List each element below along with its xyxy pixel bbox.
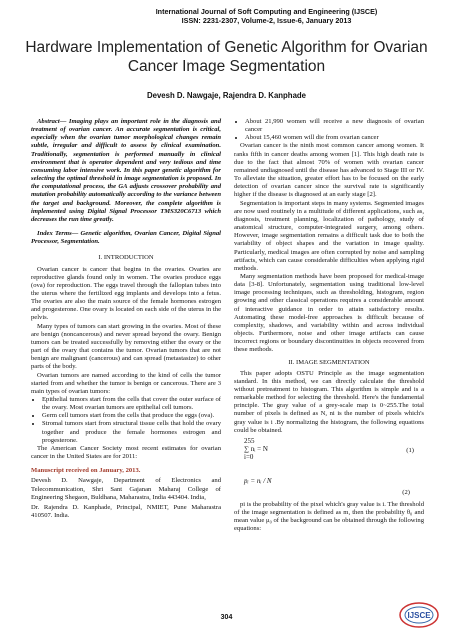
logo-text: IJSCE <box>407 611 431 620</box>
equation-2 <box>234 477 424 499</box>
authors: Devesh D. Nawgaje, Rajendra D. Kanphade <box>146 91 307 100</box>
intro-paragraph: Ovarian cancer is cancer that begins in the ovaries. Ovaries are reproductive glands found only in women. The ovaries produce eggs (ova) for reproduction. The eggs travel through the fallopian tubes into the uterus where the fertilized egg implants and develops into a fetus. The ovaries are also the main source of the female hormones estrogen and progesterone. One ovary is located on each side of the uterus in the pelvis. <box>31 265 221 322</box>
body-paragraph: This paper adopts OSTU Principle as the image segmentation standard. In this method, we can directly calculate the threshold without pretreatment to histogram. This algorithm is simple and is a remarkable method for selecting the threshold. Here's the fundamental principle. The gray value of a grey-scale map is 0~255.The total number of pixels is defined as N, ni is the number of pixels which's gray value is i .By normalizing the histogram, the following equations could be obtained. <box>234 369 424 434</box>
statistics-list <box>234 118 424 142</box>
body-paragraph: pi is the probability of the pixel which's gray value is i. The threshold of the image segmentation is defined as m, then the probability θ₀ and mean value μ₀ of the background can be obtained through the following equations: <box>234 500 424 533</box>
equation-1 <box>234 437 424 475</box>
equation-body: pᵢ = nᵢ / N <box>244 476 272 485</box>
left-column <box>31 118 221 520</box>
section-heading-segmentation: II. IMAGE SEGMENTATION <box>288 358 370 366</box>
manuscript-note: Manuscript received on January, 2013. <box>31 467 141 475</box>
list-item: • About 15,460 women will die from ovarian cancer <box>245 134 424 142</box>
page-number: 304 <box>220 614 233 621</box>
list-item: • Stromal tumors start from structural tissue cells that hold the ovary together and produce the female hormones estrogen and progesterone. <box>42 420 221 444</box>
right-column <box>234 118 424 534</box>
author-affiliation: Devesh D. Nawgaje, Department of Electronics and Telecommunication, Shri Sant Gajanan Maharaj College of Engineering Shegaon, Buldhana, Maharastra, India 443404. India, <box>31 477 221 501</box>
equation-body: ∑ nᵢ = N <box>244 444 268 453</box>
paper-title: Hardware Implementation of Genetic Algorithm for Ovarian Cancer Image Segmentation <box>25 39 428 75</box>
author-affiliation: Dr. Rajendra D. Kanphade, Principal, NMIET, Pune Maharastra 410507. India. <box>31 503 221 520</box>
intro-paragraph: Ovarian tumors are named according to the kind of cells the tumor started from and whether the tumor is benign or cancerous. There are 3 main types of ovarian tumors: <box>31 371 221 395</box>
intro-paragraph: Many types of tumors can start growing in the ovaries. Most of these are benign (noncancerous) and never spread beyond the ovary. Benign tumors can be treated successfully by removing either the ovary or the part of the ovary that contains the tumor. Ovarian tumors that are not benign are malignant (cancerous) and can spread (metastasize) to other parts of the body. <box>31 322 221 371</box>
body-paragraph: Ovarian cancer is the ninth most common cancer among women. It ranks fifth in cancer deaths among women [1]. This high death rate is due to the fact that almost 70% of women with ovarian cancer remained undiagnosed until the disease has advanced to Stage III or IV. To alleviate the situation, greater effort has to be focused on the early detection of ovarian cancer since the survival rate is significantly higher if the disease is diagnosed at an early stage [2]. <box>234 142 424 199</box>
body-paragraph: Segmentation is important steps in many systems. Segmented images are now used routinely in a multitude of different applications, such as, diagnosis, treatment planning, localization of pathology, study of anatomical structure, computer-integrated surgery, among others. However, image segmentation remains a difficult task due to both the variability of object shapes and the variation in image quality. Particularly, medical images are often corrupted by noise and sampling artifacts, which can cause considerable difficulties when applying rigid methods. <box>234 199 424 272</box>
intro-paragraph: The American Cancer Society most recent estimates for ovarian cancer in the United States are for 2011: <box>31 444 221 461</box>
journal-issn: ISSN: 2231-2307, Volume-2, Issue-6, January 2013 <box>181 16 352 25</box>
ijsce-logo <box>398 600 440 630</box>
section-heading-introduction: I. INTRODUCTION <box>98 254 154 262</box>
equation-lower-limit: i=0 <box>244 452 254 461</box>
list-item: • About 21,990 women will receive a new diagnosis of ovarian cancer <box>245 118 424 134</box>
list-item: • Germ cell tumors start from the cells that produce the eggs (ova). <box>42 412 221 420</box>
index-terms: Index Terms— Genetic algorithm, Ovarian Cancer, Digital Signal Processor, Segmentation. <box>31 230 221 246</box>
equation-upper-limit: 255 <box>244 436 255 445</box>
abstract: Abstract— Imaging plays an important role in the diagnosis and treatment of ovarian cancer. An accurate segmentation is critical, especially when the ovarian tumor morphological changes remain subtle, irregular and difficult to assess by clinical examination. Traditionally, segmentation is performed manually in clinical environment that is operator dependent and very tedious and time consuming labor intensive work. In this paper genetic algorithm for selecting the optimal threshold in image segmentation is proposed. In the computational process, the GA adjusts crossover probability and mutation probability automatically according to the variance between the target and background. Moreover, the complete algorithm is implemented using Digital Signal Processor TMS320C6713 which decreases the run time greatly. <box>31 118 221 223</box>
tumor-types-list <box>31 396 221 445</box>
equation-number: (1) <box>406 446 414 454</box>
list-item: • Epithelial tumors start from the cells that cover the outer surface of the ovary. Most ovarian tumors are epithelial cell tumors. <box>42 396 221 412</box>
body-paragraph: Many segmentation methods have been proposed for medical-image data [3-8]. Unfortunately, segmentation using traditional low-level image processing techniques, such as thresholding, histogram, region growing and other classical operations requires a considerable amount of interactive guidance in order to attain satisfactory results. Automating these model-free approaches is difficult because of complexity, shadows, and variability within and across individual objects. Furthermore, noise and other image artifacts can cause incorrect regions or boundary discontinuities in objects recovered from these methods. <box>234 272 424 354</box>
equation-number: (2) <box>402 488 410 496</box>
journal-header <box>0 7 453 25</box>
journal-name: International Journal of Soft Computing and Engineering (IJSCE) <box>155 7 378 16</box>
